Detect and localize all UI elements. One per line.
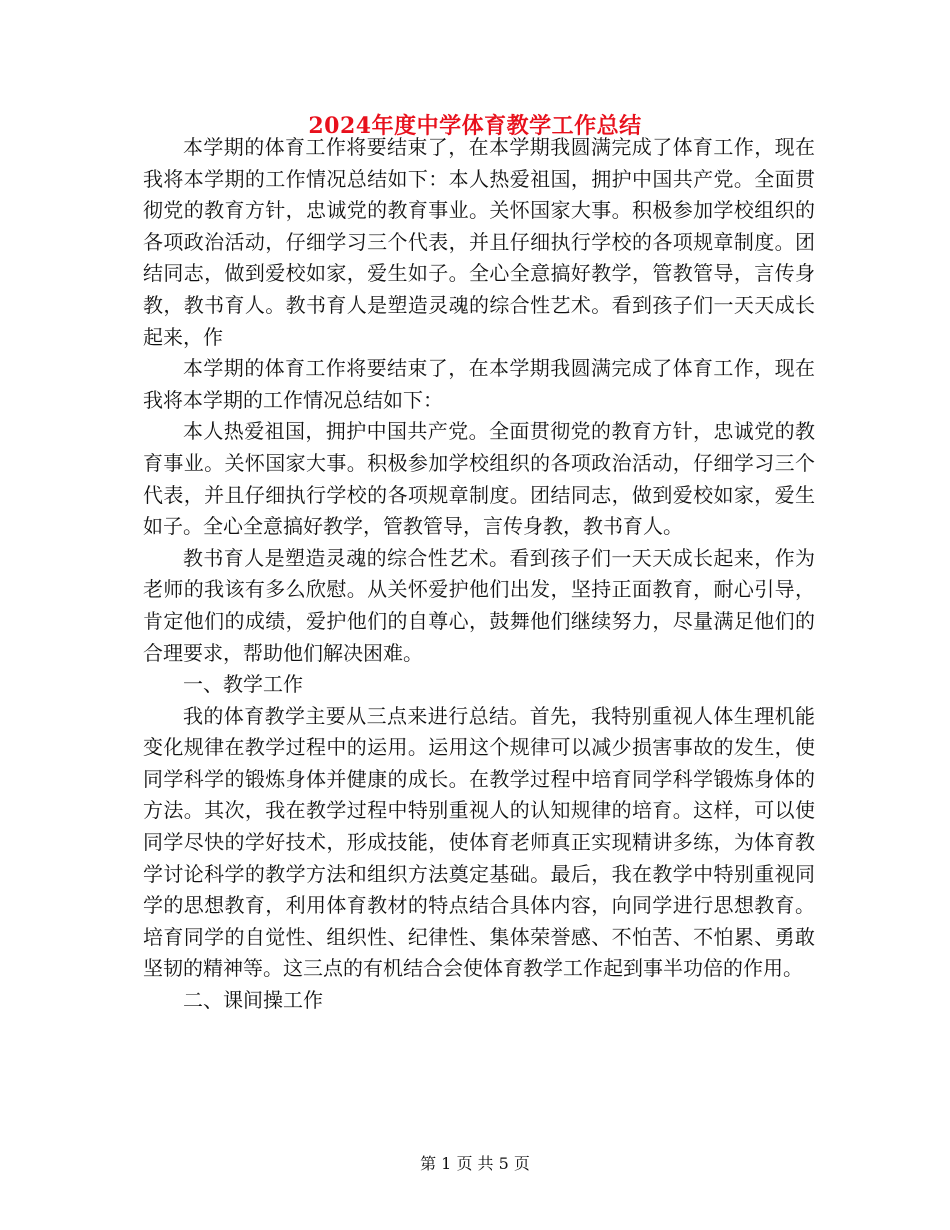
document-title: 2024年度中学体育教学工作总结	[308, 113, 642, 139]
paragraph: 本人热爱祖国，拥护中国共产党。全面贯彻党的教育方针，忠诚党的教育事业。关怀国家大事。积极参加学校组织的各项政治活动，仔细学习三个代表，并且仔细执行学校的各项规章制度。团结同志，做到爱校如家，爱生如子。全心全意搞好教学，管教管导，言传身教，教书育人。	[143, 419, 815, 539]
paragraph: 我的体育教学主要从三点来进行总结。首先，我特别重视人体生理机能变化规律在教学过程中的运用。运用这个规律可以减少损害事故的发生，使同学科学的锻炼身体并健康的成长。在教学过程中培育同学科学锻炼身体的方法。其次，我在教学过程中特别重视人的认知规律的培育。这样，可以使同学尽快的学好技术，形成技能，使体育老师真正实现精讲多练，为体育教学讨论科学的教学方法和组织方法奠定基础。最后，我在教学中特别重视同学的思想教育，利用体育教材的特点结合具体内容，向同学进行思想教育。培育同学的自觉性、组织性、纪律性、集体荣誉感、不怕苦、不怕累、勇敢坚韧的精神等。这三点的有机结合会使体育教学工作起到事半功倍的作用。	[143, 703, 815, 981]
page-footer: 第 1 页 共 5 页	[420, 1154, 530, 1173]
section-heading: 一、教学工作	[183, 672, 303, 697]
paragraph: 教书育人是塑造灵魂的综合性艺术。看到孩子们一天天成长起来，作为老师的我该有多么欣慰。从关怀爱护他们出发，坚持正面教育，耐心引导，肯定他们的成绩，爱护他们的自尊心，鼓舞他们继续努力，尽量满足他们的合理要求，帮助他们解决困难。	[143, 545, 815, 665]
paragraph: 本学期的体育工作将要结束了，在本学期我圆满完成了体育工作，现在我将本学期的工作情况总结如下：	[143, 356, 815, 412]
document-body	[143, 132, 815, 1017]
paragraph: 本学期的体育工作将要结束了，在本学期我圆满完成了体育工作，现在我将本学期的工作情况总结如下：本人热爱祖国，拥护中国共产党。全面贯彻党的教育方针，忠诚党的教育事业。关怀国家大事。积极参加学校组织的各项政治活动，仔细学习三个代表，并且仔细执行学校的各项规章制度。团结同志，做到爱校如家，爱生如子。全心全意搞好教学，管教管导，言传身教，教书育人。教书育人是塑造灵魂的综合性艺术。看到孩子们一天天成长起来，作	[143, 135, 815, 349]
section-heading: 二、课间操工作	[183, 988, 323, 1013]
